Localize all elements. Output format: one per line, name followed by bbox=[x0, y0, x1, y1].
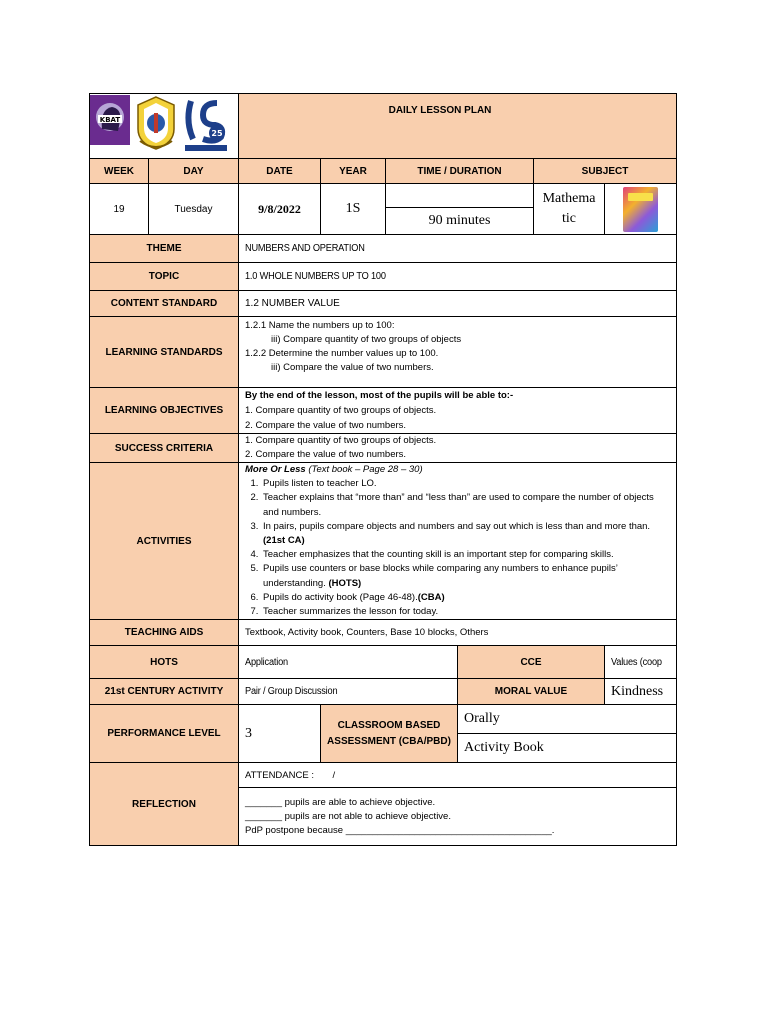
cba-orally: Orally bbox=[458, 705, 677, 734]
lo-item: 1. Compare quantity of two groups of objects. bbox=[245, 405, 437, 416]
learning-objectives-value bbox=[239, 388, 677, 434]
success-criteria-label: SUCCESS CRITERIA bbox=[90, 434, 239, 463]
content-standard-label: CONTENT STANDARD bbox=[90, 291, 239, 317]
performance-level-value: 3 bbox=[239, 705, 321, 763]
duration-value: 90 minutes bbox=[386, 208, 534, 235]
sc-item: 2. Compare the value of two numbers. bbox=[245, 449, 407, 460]
col-date: DATE bbox=[239, 159, 321, 184]
lo-intro: By the end of the lesson, most of the pupils will be able to:- bbox=[245, 390, 514, 401]
activity-step: 2. Teacher explains that “more than” and “less than” are used to compare the number of objects and numbers. bbox=[261, 491, 670, 519]
activity-steps bbox=[245, 477, 670, 619]
cba-label: CLASSROOM BASED ASSESSMENT (CBA/PBD) bbox=[321, 705, 458, 763]
century-activity-value: Pair / Group Discussion bbox=[239, 679, 458, 705]
theme-label: THEME bbox=[90, 235, 239, 263]
activities-label: ACTIVITIES bbox=[90, 463, 239, 620]
activity-heading: More Or Less (Text book – Page 28 – 30) bbox=[245, 464, 423, 475]
learning-objectives-label: LEARNING OBJECTIVES bbox=[90, 388, 239, 434]
century-activity-label: 21st CENTURY ACTIVITY bbox=[90, 679, 239, 705]
ls-line: 1.2.2 Determine the number values up to 100. bbox=[245, 348, 439, 359]
svg-text:25: 25 bbox=[211, 129, 223, 138]
cba-activity-book: Activity Book bbox=[458, 734, 677, 763]
col-time-duration: TIME / DURATION bbox=[386, 159, 534, 184]
hots-label: HOTS bbox=[90, 646, 239, 679]
page-title: DAILY LESSON PLAN bbox=[388, 105, 492, 116]
sc-item: 1. Compare quantity of two groups of objects. bbox=[245, 435, 437, 446]
logo-area bbox=[90, 94, 239, 159]
day-value: Tuesday bbox=[149, 184, 239, 235]
learning-standards-value bbox=[239, 317, 677, 388]
header-title-cell bbox=[239, 94, 677, 159]
reflection-value bbox=[239, 788, 677, 846]
activity-step: 1. Pupils listen to teacher LO. bbox=[261, 477, 670, 491]
anniversary-25-logo-icon bbox=[183, 95, 229, 158]
col-day: DAY bbox=[149, 159, 239, 184]
reflection-label: REFLECTION bbox=[90, 763, 239, 846]
moral-value-value: Kindness bbox=[605, 679, 677, 705]
cce-value: Values (coop bbox=[605, 646, 677, 679]
year-value: 1S bbox=[321, 184, 386, 235]
subject-value: Mathema tic bbox=[534, 184, 605, 235]
activity-step: 6. Pupils do activity book (Page 46-48).(CBA) bbox=[261, 591, 670, 605]
week-value: 19 bbox=[90, 184, 149, 235]
date-value: 9/8/2022 bbox=[239, 184, 321, 235]
ls-line: 1.2.1 Name the numbers up to 100: bbox=[245, 320, 395, 331]
content-standard-value: 1.2 NUMBER VALUE bbox=[239, 291, 677, 317]
time-value bbox=[386, 184, 534, 208]
moral-value-label: MORAL VALUE bbox=[458, 679, 605, 705]
cce-label: CCE bbox=[458, 646, 605, 679]
success-criteria-value bbox=[239, 434, 677, 463]
learning-standards-label: LEARNING STANDARDS bbox=[90, 317, 239, 388]
reflection-line: _______ pupils are not able to achieve objective. bbox=[245, 810, 451, 822]
attendance-value: ATTENDANCE : / bbox=[239, 763, 677, 788]
reflection-line: _______ pupils are able to achieve objective. bbox=[245, 796, 436, 808]
activity-step: 5. Pupils use counters or base blocks while comparing any numbers to enhance pupils’ understanding. (HOTS) bbox=[261, 562, 670, 590]
theme-value: NUMBERS AND OPERATION bbox=[239, 235, 677, 263]
textbook-cover-icon bbox=[623, 187, 658, 232]
school-crest-icon bbox=[134, 95, 178, 156]
lesson-plan-table bbox=[89, 93, 677, 846]
teaching-aids-value: Textbook, Activity book, Counters, Base 10 blocks, Others bbox=[239, 620, 677, 646]
ls-line: iii) Compare quantity of two groups of objects bbox=[271, 334, 462, 345]
svg-text:KBAT: KBAT bbox=[99, 116, 121, 124]
ls-line: iii) Compare the value of two numbers. bbox=[271, 362, 434, 373]
topic-value: 1.0 WHOLE NUMBERS UP TO 100 bbox=[239, 263, 677, 291]
teaching-aids-label: TEACHING AIDS bbox=[90, 620, 239, 646]
kbat-logo-icon bbox=[90, 95, 130, 150]
subject-book-cell bbox=[605, 184, 677, 235]
hots-value: Application bbox=[239, 646, 458, 679]
topic-label: TOPIC bbox=[90, 263, 239, 291]
activities-value bbox=[239, 463, 677, 620]
col-week: WEEK bbox=[90, 159, 149, 184]
col-subject: SUBJECT bbox=[534, 159, 677, 184]
activity-step: 4. Teacher emphasizes that the counting skill is an important step for comparing skills. bbox=[261, 548, 670, 562]
activity-step: 3. In pairs, pupils compare objects and numbers and say out which is less than and more than. (21st CA) bbox=[261, 520, 670, 548]
performance-level-label: PERFORMANCE LEVEL bbox=[90, 705, 239, 763]
col-year: YEAR bbox=[321, 159, 386, 184]
activity-step: 7. Teacher summarizes the lesson for today. bbox=[261, 605, 670, 619]
reflection-line: PdP postpone because _______________________________________. bbox=[245, 824, 555, 836]
lo-item: 2. Compare the value of two numbers. bbox=[245, 420, 407, 431]
lesson-plan-sheet bbox=[89, 93, 676, 846]
